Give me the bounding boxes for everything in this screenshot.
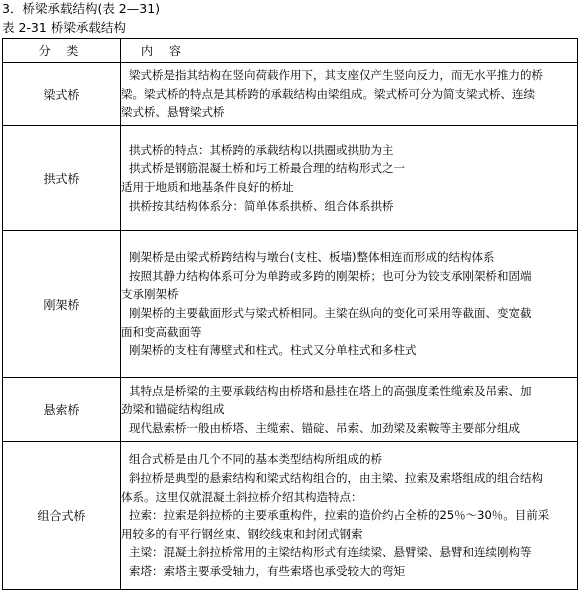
row-category: 刚架桥	[3, 231, 121, 378]
content-line: 梁。梁式桥的特点是其桥跨的承载结构由梁组成。梁式桥可分为简支梁式桥、连续	[121, 86, 535, 101]
content-line: 刚架桥是由梁式桥跨结构与墩台(支柱、板墙)整体相连而形成的结构体系	[129, 250, 495, 265]
content-line: 现代悬索桥一般由桥塔、主缆索、锚碇、吊索、加劲梁及索鞍等主要部分组成	[129, 420, 520, 435]
table-header-row	[3, 39, 578, 63]
content-line: 面和变高截面等	[121, 324, 202, 339]
content-line: 斜拉桥是典型的悬索结构和梁式结构组合的，由主梁、拉索及索塔组成的组合结构	[129, 471, 543, 486]
content-line: 索塔：索塔主要承受轴力，有些索塔也承受较大的弯矩	[129, 563, 405, 578]
content-line: 按照其静力结构体系可分为单跨或多跨的刚架桥；也可分为铰支承刚架桥和固端	[129, 268, 532, 283]
content-line: 用较多的有平行钢丝束、钢绞线束和封闭式钢索	[121, 526, 363, 541]
row-content	[121, 231, 578, 378]
content-line: 梁式桥、悬臂梁式桥	[121, 105, 225, 120]
row-category: 悬索桥	[3, 378, 121, 442]
row-content	[121, 378, 578, 442]
content-line: 拱桥按其结构体系分：简单体系拱桥、组合体系拱桥	[129, 198, 394, 213]
content-line: 支承刚架桥	[121, 287, 179, 302]
content-line: 拉索：拉索是斜拉桥的主要承重构件，拉索的造价约占全桥的25％～30％。目前采	[129, 508, 550, 523]
row-category: 拱式桥	[3, 126, 121, 231]
header-category: 分 类	[3, 39, 121, 63]
row-category: 梁式桥	[3, 63, 121, 126]
content-line: 拱式桥的特点：其桥跨的承载结构以拱圈或拱肋为主	[129, 142, 394, 157]
bridge-structure-table	[2, 38, 578, 590]
row-content	[121, 63, 578, 126]
content-line: 适用于地质和地基条件良好的桥址	[121, 180, 294, 194]
content-line: 组合式桥是由几个不同的基本类型结构所组成的桥	[129, 452, 382, 467]
content-line: 其特点是桥梁的主要承载结构由桥塔和悬挂在塔上的高强度柔性缆索及吊索、加	[129, 383, 532, 398]
table-row	[3, 63, 578, 126]
row-content	[121, 126, 578, 231]
content-line: 刚架桥的支柱有薄壁式和柱式。柱式又分单柱式和多柱式	[129, 343, 417, 358]
row-category: 组合式桥	[3, 442, 121, 590]
section-heading: 3．桥梁承载结构(表 2—31)	[2, 1, 161, 16]
table-row	[3, 126, 578, 231]
row-content	[121, 442, 578, 590]
table-row	[3, 231, 578, 378]
content-line: 刚架桥的主要截面形式与梁式桥相同。主梁在纵向的变化可采用等截面、变宽截	[129, 306, 532, 320]
content-line: 主梁：混凝土斜拉桥常用的主梁结构形式有连续梁、悬臂梁、悬臂和连续刚构等	[129, 545, 532, 560]
header-content: 内 容	[121, 39, 578, 63]
content-line: 劲梁和锚碇结构组成	[121, 402, 225, 417]
content-line: 拱式桥是钢筋混凝土桥和圬工桥最合理的结构形式之一	[129, 161, 405, 176]
table-caption: 表 2-31 桥梁承载结构	[2, 20, 126, 35]
table-row	[3, 442, 578, 590]
content-line: 梁式桥是指其结构在竖向荷载作用下，其支座仅产生竖向反力，而无水平推力的桥	[129, 68, 543, 83]
table-row	[3, 378, 578, 442]
content-line: 体系。这里仅就混凝土斜拉桥介绍其构造特点：	[121, 489, 363, 504]
